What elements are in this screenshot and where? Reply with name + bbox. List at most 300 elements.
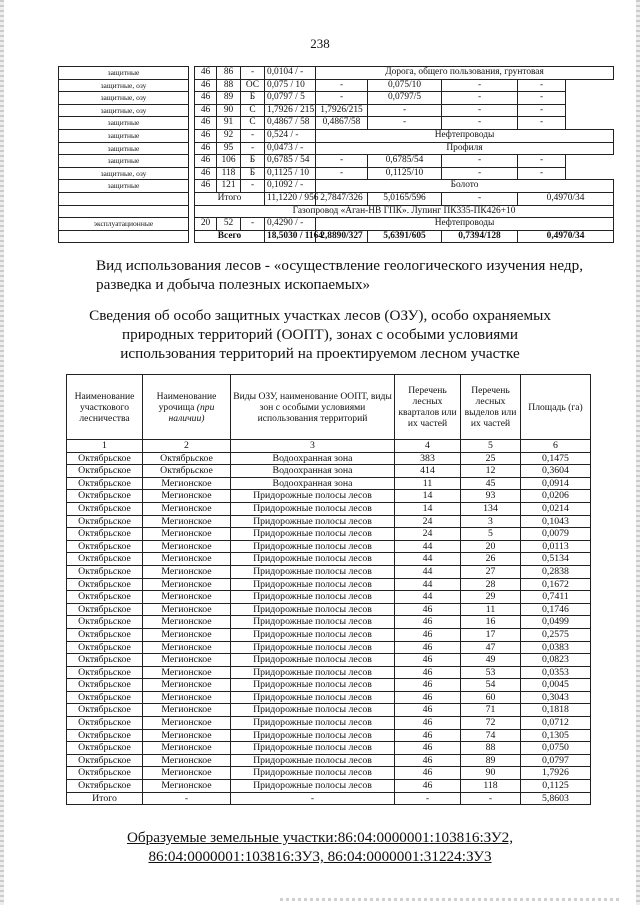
lesnichestvo: Октябрьское (67, 742, 143, 755)
col-d1: - (316, 79, 368, 92)
urochishche: Мегионское (143, 654, 231, 667)
row-type: защитные (59, 180, 189, 193)
kvartal: 11 (395, 477, 461, 490)
vydel: 106 (217, 155, 241, 168)
ozu-type: Придорожные полосы лесов (231, 540, 395, 553)
table-row (67, 603, 591, 616)
table-row (59, 79, 614, 92)
lesnichestvo: Октябрьское (67, 628, 143, 641)
table-row (67, 628, 591, 641)
heading-ozu-text: Сведения об особо защитных участках лесов (ОЗУ), особо охраняемых природных территорий (ООПТ), зонах с особыми условиями использования территорий на проектируемом лесном участке (89, 307, 551, 362)
vydel: 5 (461, 528, 521, 541)
area: 0,1672 (521, 578, 591, 591)
row-type: защитные, озу (59, 167, 189, 180)
table-row (67, 452, 591, 465)
table-row (67, 591, 591, 604)
col-d1: - (316, 167, 368, 180)
area-volume: 0,075 / 10 (265, 79, 316, 92)
col-d3: - (442, 155, 518, 168)
col-d2: 5,0165/596 (368, 192, 442, 205)
area: 0,3043 (521, 691, 591, 704)
vydel: 88 (461, 742, 521, 755)
ozu-type: Придорожные полосы лесов (231, 628, 395, 641)
total-dash: - (231, 792, 395, 805)
row-type: защитные (59, 67, 189, 80)
urochishche: Мегионское (143, 502, 231, 515)
empty-cell (59, 192, 189, 205)
header-italic: (при наличии) (168, 401, 215, 424)
kvartal: 46 (195, 129, 217, 142)
table-row (67, 691, 591, 704)
lesnichestvo: Октябрьское (67, 729, 143, 742)
table-row (67, 742, 591, 755)
lesnichestvo: Октябрьское (67, 515, 143, 528)
ozu-type: Придорожные полосы лесов (231, 616, 395, 629)
kvartal: 44 (395, 540, 461, 553)
kvartal: 414 (395, 465, 461, 478)
species: Б (241, 155, 265, 168)
col-d3: 0,7394/128 (442, 230, 518, 243)
ozu-type: Придорожные полосы лесов (231, 578, 395, 591)
area-volume: 0,1125 / 10 (265, 167, 316, 180)
vydel: 53 (461, 666, 521, 679)
species: - (241, 180, 265, 193)
kvartal: 14 (395, 502, 461, 515)
area: 0,0750 (521, 742, 591, 755)
area: 0,0383 (521, 641, 591, 654)
kvartal: 44 (395, 578, 461, 591)
ozu-type: Придорожные полосы лесов (231, 591, 395, 604)
kvartal: 46 (395, 603, 461, 616)
vydel: 20 (461, 540, 521, 553)
table-row (67, 616, 591, 629)
kvartal: 46 (395, 628, 461, 641)
urochishche: Мегионское (143, 704, 231, 717)
col-d2: 0,1125/10 (368, 167, 442, 180)
vydel: 95 (217, 142, 241, 155)
urochishche: Мегионское (143, 742, 231, 755)
area-volume: 0,0473 / - (265, 142, 316, 155)
vydel: 54 (461, 679, 521, 692)
vydel: 25 (461, 452, 521, 465)
total-dash: - (143, 792, 231, 805)
kvartal: 46 (395, 641, 461, 654)
vydel: 47 (461, 641, 521, 654)
lesnichestvo: Октябрьское (67, 780, 143, 793)
urochishche: Мегионское (143, 578, 231, 591)
species: С (241, 117, 265, 130)
itogo-row (59, 192, 614, 205)
species: - (241, 67, 265, 80)
empty-cell (59, 230, 189, 243)
col-d4: - (518, 167, 566, 180)
ozu-type: Придорожные полосы лесов (231, 515, 395, 528)
table-row (67, 502, 591, 515)
kvartal: 46 (195, 142, 217, 155)
area: 0,3604 (521, 465, 591, 478)
area: 0,7411 (521, 591, 591, 604)
area-volume: 0,524 / - (265, 129, 316, 142)
top-table (58, 66, 614, 243)
col-d4: - (518, 92, 566, 105)
lesnichestvo: Октябрьское (67, 565, 143, 578)
column-number: 1 (67, 440, 143, 453)
col-d3: - (442, 192, 518, 205)
area: 0,5134 (521, 553, 591, 566)
row-type: защитные, озу (59, 104, 189, 117)
area: 0,1746 (521, 603, 591, 616)
kvartal: 14 (395, 490, 461, 503)
total-area: 5,8603 (521, 792, 591, 805)
vydel: 17 (461, 628, 521, 641)
area: 0,1125 (521, 780, 591, 793)
col-d2: 0,075/10 (368, 79, 442, 92)
lesnichestvo: Октябрьское (67, 603, 143, 616)
vsego-label: Всего (195, 230, 265, 243)
kvartal: 383 (395, 452, 461, 465)
table-row (67, 515, 591, 528)
area-volume: 0,0104 / - (265, 67, 316, 80)
col-d2: - (368, 117, 442, 130)
area: 0,0712 (521, 717, 591, 730)
table-row (67, 578, 591, 591)
row-type: защитные (59, 129, 189, 142)
column-header: Наименование урочища (при наличии) (143, 375, 231, 440)
row-type: защитные, озу (59, 79, 189, 92)
kvartal: 46 (195, 167, 217, 180)
column-header: Перечень лесных выделов или их частей (461, 375, 521, 440)
area: 0,0797 (521, 754, 591, 767)
col-d1: 2,8890/327 (316, 230, 368, 243)
urochishche: Мегионское (143, 616, 231, 629)
species: - (241, 218, 265, 231)
table-row (67, 666, 591, 679)
vydel: 29 (461, 591, 521, 604)
lesnichestvo: Октябрьское (67, 691, 143, 704)
vydel: 52 (217, 218, 241, 231)
row-note: Нефтепроводы (316, 129, 614, 142)
col-d4: 0,4970/34 (518, 192, 614, 205)
urochishche: Мегионское (143, 717, 231, 730)
ozu-type: Придорожные полосы лесов (231, 679, 395, 692)
table-row (59, 117, 614, 130)
kvartal: 46 (195, 104, 217, 117)
kvartal: 46 (195, 117, 217, 130)
vydel: 11 (461, 603, 521, 616)
table-row (59, 180, 614, 193)
table-row (67, 654, 591, 667)
ozu-type: Водоохранная зона (231, 465, 395, 478)
kvartal: 46 (395, 780, 461, 793)
vsego-row (59, 230, 614, 243)
table-row (59, 142, 614, 155)
lesnichestvo: Октябрьское (67, 540, 143, 553)
row-note: Нефтепроводы (316, 218, 614, 231)
kvartal: 46 (395, 754, 461, 767)
column-header: Виды ОЗУ, наименование ООПТ, виды зон с особыми условиями использования территорий (231, 375, 395, 440)
vydel: 90 (217, 104, 241, 117)
column-header: Площадь (га) (521, 375, 591, 440)
kvartal: 46 (395, 767, 461, 780)
kvartal: 46 (395, 666, 461, 679)
kvartal: 46 (395, 616, 461, 629)
footer-land-plots (0, 828, 640, 866)
kvartal: 46 (395, 704, 461, 717)
total-label: Итого (67, 792, 143, 805)
lesnichestvo: Октябрьское (67, 490, 143, 503)
urochishche: Мегионское (143, 729, 231, 742)
urochishche: Мегионское (143, 691, 231, 704)
col-d1: 2,7847/326 (316, 192, 368, 205)
ozu-type: Придорожные полосы лесов (231, 641, 395, 654)
lesnichestvo: Октябрьское (67, 767, 143, 780)
vydel: 28 (461, 578, 521, 591)
area-volume: 0,1092 / - (265, 180, 316, 193)
lesnichestvo: Октябрьское (67, 477, 143, 490)
lesnichestvo: Октябрьское (67, 754, 143, 767)
table-row (67, 729, 591, 742)
kvartal: 46 (395, 654, 461, 667)
urochishche: Октябрьское (143, 465, 231, 478)
row-note: Болото (316, 180, 614, 193)
ozu-type: Водоохранная зона (231, 477, 395, 490)
species: С (241, 104, 265, 117)
ozu-table (66, 374, 591, 805)
table-row (67, 780, 591, 793)
area: 0,1475 (521, 452, 591, 465)
urochishche: Мегионское (143, 754, 231, 767)
urochishche: Мегионское (143, 528, 231, 541)
table-row (59, 67, 614, 80)
col-d4: - (518, 117, 566, 130)
urochishche: Мегионское (143, 666, 231, 679)
kvartal: 46 (195, 155, 217, 168)
column-number: 4 (395, 440, 461, 453)
column-number: 6 (521, 440, 591, 453)
area: 0,1818 (521, 704, 591, 717)
table-row (67, 490, 591, 503)
vydel: 118 (217, 167, 241, 180)
col-d4: - (518, 155, 566, 168)
table-row (67, 528, 591, 541)
table-row (59, 167, 614, 180)
ozu-type: Придорожные полосы лесов (231, 528, 395, 541)
kvartal: 44 (395, 553, 461, 566)
table-row (67, 553, 591, 566)
col-d3: - (442, 79, 518, 92)
ozu-type: Придорожные полосы лесов (231, 729, 395, 742)
area: 0,2838 (521, 565, 591, 578)
area: 0,1305 (521, 729, 591, 742)
vydel: 118 (461, 780, 521, 793)
species: - (241, 129, 265, 142)
column-number-row (67, 440, 591, 453)
row-note: Дорога, общего пользования, грунтовая (316, 67, 614, 80)
footer-line-2: 86:04:0000001:103816:ЗУ3, 86:04:0000001:31224:ЗУ3 (148, 848, 492, 865)
row-type: защитные (59, 142, 189, 155)
vydel: 86 (217, 67, 241, 80)
ozu-type: Придорожные полосы лесов (231, 717, 395, 730)
vydel: 88 (217, 79, 241, 92)
heading-ozu-info (0, 306, 640, 363)
lesnichestvo: Октябрьское (67, 528, 143, 541)
table-row (67, 465, 591, 478)
col-d1: - (316, 155, 368, 168)
area: 0,0206 (521, 490, 591, 503)
table-row (67, 767, 591, 780)
area-volume: 11,1220 / 956 (265, 192, 316, 205)
ozu-type: Водоохранная зона (231, 452, 395, 465)
area: 0,1043 (521, 515, 591, 528)
table-row (67, 754, 591, 767)
table-row (59, 129, 614, 142)
scan-artifact (280, 898, 620, 901)
total-row (67, 792, 591, 805)
kvartal: 46 (195, 79, 217, 92)
lesnichestvo: Октябрьское (67, 704, 143, 717)
lesnichestvo: Октябрьское (67, 553, 143, 566)
kvartal: 46 (195, 92, 217, 105)
kvartal: 20 (195, 218, 217, 231)
col-d1: 0,4867/58 (316, 117, 368, 130)
ozu-type: Придорожные полосы лесов (231, 742, 395, 755)
column-header: Перечень лесных кварталов или их частей (395, 375, 461, 440)
col-d4: 0,4970/34 (518, 230, 614, 243)
area-volume: 1,7926 / 215 (265, 104, 316, 117)
area: 0,0823 (521, 654, 591, 667)
lesnichestvo: Октябрьское (67, 679, 143, 692)
kvartal: 24 (395, 515, 461, 528)
table-row (67, 717, 591, 730)
col-d2: 0,6785/54 (368, 155, 442, 168)
vydel: 90 (461, 767, 521, 780)
vydel: 27 (461, 565, 521, 578)
area: 0,0079 (521, 528, 591, 541)
vydel: 45 (461, 477, 521, 490)
vydel: 71 (461, 704, 521, 717)
area: 0,0113 (521, 540, 591, 553)
table-row (67, 641, 591, 654)
lesnichestvo: Октябрьское (67, 666, 143, 679)
urochishche: Мегионское (143, 591, 231, 604)
col-d3: - (442, 167, 518, 180)
area: 0,0214 (521, 502, 591, 515)
area: 0,0045 (521, 679, 591, 692)
ozu-type: Придорожные полосы лесов (231, 490, 395, 503)
vydel: 89 (217, 92, 241, 105)
kvartal: 46 (395, 679, 461, 692)
urochishche: Мегионское (143, 780, 231, 793)
ozu-type: Придорожные полосы лесов (231, 704, 395, 717)
ozu-type: Придорожные полосы лесов (231, 654, 395, 667)
scan-edge-right (636, 0, 640, 905)
table-row (67, 565, 591, 578)
kvartal: 46 (395, 691, 461, 704)
lesnichestvo: Октябрьское (67, 502, 143, 515)
lesnichestvo: Октябрьское (67, 578, 143, 591)
lesnichestvo: Октябрьское (67, 591, 143, 604)
vydel: 16 (461, 616, 521, 629)
urochishche: Мегионское (143, 553, 231, 566)
ozu-type: Придорожные полосы лесов (231, 767, 395, 780)
ozu-type: Придорожные полосы лесов (231, 780, 395, 793)
row-type: защитные, озу (59, 92, 189, 105)
area-volume: 0,4867 / 58 (265, 117, 316, 130)
row-type: защитные (59, 155, 189, 168)
urochishche: Октябрьское (143, 452, 231, 465)
table-row (67, 540, 591, 553)
vydel: 72 (461, 717, 521, 730)
lesnichestvo: Октябрьское (67, 616, 143, 629)
ozu-type: Придорожные полосы лесов (231, 754, 395, 767)
vydel: 93 (461, 490, 521, 503)
row-type: защитные (59, 117, 189, 130)
page-number: 238 (310, 36, 330, 51)
lesnichestvo: Октябрьское (67, 717, 143, 730)
vydel: 3 (461, 515, 521, 528)
species: Б (241, 167, 265, 180)
area: 0,0499 (521, 616, 591, 629)
table-row (67, 477, 591, 490)
col-d2: 0,0797/5 (368, 92, 442, 105)
table-header-row (67, 375, 591, 440)
area: 0,2575 (521, 628, 591, 641)
lesnichestvo: Октябрьское (67, 654, 143, 667)
kvartal: 44 (395, 591, 461, 604)
urochishche: Мегионское (143, 540, 231, 553)
area-volume: 18,5030 / 1164 (265, 230, 316, 243)
vydel: 26 (461, 553, 521, 566)
col-d2: - (368, 104, 442, 117)
gazoprovod-row (59, 205, 614, 218)
col-d1: 1,7926/215 (316, 104, 368, 117)
empty-cell (59, 205, 189, 218)
itogo-label: Итого (195, 192, 265, 205)
kvartal: 46 (195, 67, 217, 80)
table-row (59, 218, 614, 231)
vydel: 92 (217, 129, 241, 142)
ozu-type: Придорожные полосы лесов (231, 565, 395, 578)
urochishche: Мегионское (143, 641, 231, 654)
urochishche: Мегионское (143, 515, 231, 528)
area: 0,0353 (521, 666, 591, 679)
vydel: 60 (461, 691, 521, 704)
urochishche: Мегионское (143, 628, 231, 641)
vydel: 89 (461, 754, 521, 767)
col-d2: 5,6391/605 (368, 230, 442, 243)
col-d3: - (442, 104, 518, 117)
kvartal: 24 (395, 528, 461, 541)
vydel: 134 (461, 502, 521, 515)
ozu-type: Придорожные полосы лесов (231, 666, 395, 679)
table-row (67, 704, 591, 717)
col-d4: - (518, 79, 566, 92)
kvartal: 46 (395, 717, 461, 730)
species: ОС (241, 79, 265, 92)
area-volume: 0,0797 / 5 (265, 92, 316, 105)
row-type: эксплуатационные (59, 218, 189, 231)
urochishche: Мегионское (143, 565, 231, 578)
vydel: 121 (217, 180, 241, 193)
col-d1: - (316, 92, 368, 105)
col-d3: - (442, 117, 518, 130)
table-row (59, 104, 614, 117)
urochishche: Мегионское (143, 477, 231, 490)
ozu-type: Придорожные полосы лесов (231, 553, 395, 566)
gazoprovod-title: Газопровод «Аган-НВ ГПК». Лупинг ПК335-ПК426+10 (195, 205, 614, 218)
species: - (241, 142, 265, 155)
footer-line-1: Образуемые земельные участки:86:04:0000001:103816:ЗУ2, (126, 829, 514, 846)
